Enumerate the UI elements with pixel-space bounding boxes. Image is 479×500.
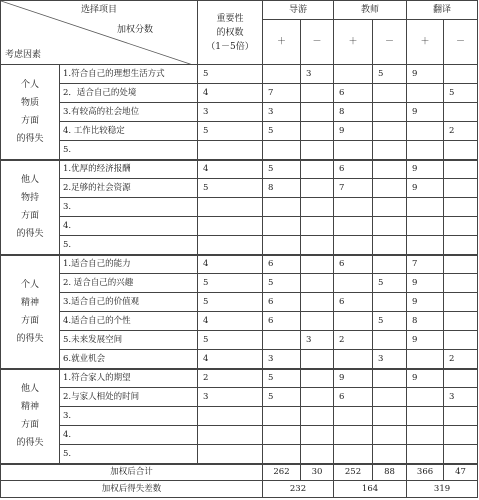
factor-item: 1.适合自己的能力	[60, 255, 198, 274]
translator-minus-cell	[444, 445, 478, 464]
weight-cell: 3	[198, 103, 263, 122]
option-teacher-header: 教师	[334, 1, 407, 20]
teacher-minus-cell	[373, 179, 407, 198]
total-value: 262	[263, 464, 301, 481]
factor-item: 1.符合自己的理想生活方式	[60, 65, 198, 84]
teacher-plus-cell	[334, 274, 373, 293]
table-row	[1, 331, 478, 350]
teacher-plus-cell	[334, 217, 373, 236]
table-row	[1, 274, 478, 293]
difference-value: 232	[263, 481, 334, 498]
guide-minus-cell	[301, 255, 334, 274]
minus-header: －	[373, 20, 407, 65]
group-label: 他人 精神 方面 的得失	[1, 369, 60, 464]
teacher-minus-cell	[373, 122, 407, 141]
teacher-plus-cell	[334, 236, 373, 255]
factor-item: 6.就业机会	[60, 350, 198, 369]
teacher-minus-cell	[373, 293, 407, 312]
guide-minus-cell	[301, 312, 334, 331]
guide-minus-cell	[301, 236, 334, 255]
guide-minus-cell	[301, 293, 334, 312]
factor-item: 2．适合自己的处境	[60, 84, 198, 103]
totals-label: 加权后合计	[1, 464, 263, 481]
translator-plus-cell	[407, 84, 444, 103]
translator-plus-cell: 8	[407, 312, 444, 331]
factors-label: 考虑因素	[5, 50, 42, 60]
factor-item: 3.	[60, 198, 198, 217]
guide-minus-cell	[301, 103, 334, 122]
weight-cell: 5	[198, 293, 263, 312]
teacher-plus-cell	[334, 445, 373, 464]
guide-minus-cell	[301, 122, 334, 141]
table-row	[1, 293, 478, 312]
guide-plus-cell	[263, 331, 301, 350]
weight-cell	[198, 198, 263, 217]
guide-minus-cell	[301, 388, 334, 407]
weight-cell: 5	[198, 331, 263, 350]
guide-plus-cell: 6	[263, 255, 301, 274]
guide-plus-cell	[263, 426, 301, 445]
total-value: 47	[444, 464, 478, 481]
translator-minus-cell	[444, 369, 478, 388]
group-label: 个人 物质 方面 的得失	[1, 65, 60, 160]
factor-item: 5.	[60, 445, 198, 464]
teacher-minus-cell	[373, 84, 407, 103]
factor-item: 3.适合自己的价值观	[60, 293, 198, 312]
weight-cell: 2	[198, 369, 263, 388]
table-row	[1, 84, 478, 103]
translator-minus-cell	[444, 65, 478, 84]
table-row	[1, 198, 478, 217]
guide-minus-cell	[301, 141, 334, 160]
table-row	[1, 369, 478, 388]
guide-plus-cell	[263, 217, 301, 236]
teacher-plus-cell: 6	[334, 293, 373, 312]
guide-plus-cell: 3	[263, 350, 301, 369]
option-guide-header: 导游	[263, 1, 334, 20]
table-row	[1, 122, 478, 141]
translator-plus-cell	[407, 407, 444, 426]
guide-minus-cell	[301, 160, 334, 179]
guide-plus-cell: 6	[263, 312, 301, 331]
difference-value: 164	[334, 481, 407, 498]
weight-cell: 4	[198, 84, 263, 103]
teacher-plus-cell	[334, 426, 373, 445]
teacher-plus-cell: 6	[334, 160, 373, 179]
translator-minus-cell	[444, 141, 478, 160]
factor-item: 3.有较高的社会地位	[60, 103, 198, 122]
total-value: 88	[373, 464, 407, 481]
guide-plus-cell: 5	[263, 160, 301, 179]
factor-item: 2.与家人相处的时间	[60, 388, 198, 407]
table-row	[1, 160, 478, 179]
teacher-minus-cell	[373, 407, 407, 426]
table-row	[1, 255, 478, 274]
weight-cell	[198, 426, 263, 445]
translator-minus-cell: 2	[444, 350, 478, 369]
teacher-minus-cell: 5	[373, 274, 407, 293]
teacher-plus-cell: 9	[334, 369, 373, 388]
guide-plus-cell: 8	[263, 179, 301, 198]
translator-plus-cell	[407, 217, 444, 236]
translator-minus-cell	[444, 236, 478, 255]
factor-item: 5.未来发展空间	[60, 331, 198, 350]
translator-minus-cell	[444, 274, 478, 293]
teacher-plus-cell	[334, 141, 373, 160]
weight-cell: 5	[198, 179, 263, 198]
table-row	[1, 217, 478, 236]
total-value: 30	[301, 464, 334, 481]
teacher-plus-cell: 6	[334, 255, 373, 274]
translator-plus-cell	[407, 426, 444, 445]
translator-plus-cell: 9	[407, 274, 444, 293]
translator-plus-cell: 9	[407, 160, 444, 179]
translator-plus-cell	[407, 141, 444, 160]
minus-header: －	[301, 20, 334, 65]
translator-minus-cell: 2	[444, 122, 478, 141]
guide-plus-cell: 5	[263, 122, 301, 141]
teacher-plus-cell	[334, 65, 373, 84]
teacher-minus-cell	[373, 426, 407, 445]
guide-minus-cell	[301, 369, 334, 388]
weight-cell: 5	[198, 65, 263, 84]
guide-minus-cell: 3	[301, 331, 334, 350]
translator-minus-cell	[444, 293, 478, 312]
difference-label: 加权后得失差数	[1, 481, 263, 498]
translator-minus-cell	[444, 179, 478, 198]
difference-value: 319	[407, 481, 478, 498]
teacher-minus-cell	[373, 255, 407, 274]
table-row	[1, 426, 478, 445]
plus-header: ＋	[407, 20, 444, 65]
weight-cell: 4	[198, 160, 263, 179]
weight-cell	[198, 141, 263, 160]
teacher-plus-cell: 6	[334, 84, 373, 103]
guide-minus-cell	[301, 407, 334, 426]
table-row	[1, 388, 478, 407]
teacher-minus-cell: 5	[373, 65, 407, 84]
weight-cell	[198, 445, 263, 464]
translator-minus-cell	[444, 426, 478, 445]
guide-minus-cell	[301, 179, 334, 198]
translator-plus-cell: 9	[407, 179, 444, 198]
guide-minus-cell	[301, 84, 334, 103]
translator-plus-cell: 9	[407, 65, 444, 84]
guide-plus-cell: 6	[263, 293, 301, 312]
table-row	[1, 141, 478, 160]
translator-minus-cell	[444, 217, 478, 236]
weight-cell: 5	[198, 122, 263, 141]
total-value: 366	[407, 464, 444, 481]
teacher-minus-cell: 5	[373, 312, 407, 331]
translator-minus-cell	[444, 407, 478, 426]
teacher-plus-cell: 8	[334, 103, 373, 122]
translator-plus-cell	[407, 198, 444, 217]
teacher-plus-cell: 9	[334, 122, 373, 141]
factor-item: 4.	[60, 426, 198, 445]
guide-minus-cell	[301, 274, 334, 293]
translator-plus-cell: 9	[407, 293, 444, 312]
guide-plus-cell: 5	[263, 369, 301, 388]
translator-plus-cell	[407, 445, 444, 464]
weight-cell: 3	[198, 388, 263, 407]
weight-cell: 4	[198, 350, 263, 369]
guide-plus-cell	[263, 198, 301, 217]
translator-minus-cell: 3	[444, 388, 478, 407]
weighted-score-label: 加权分数	[116, 25, 153, 35]
teacher-minus-cell	[373, 331, 407, 350]
guide-minus-cell: 3	[301, 65, 334, 84]
factor-item: 4.适合自己的个性	[60, 312, 198, 331]
teacher-minus-cell	[373, 369, 407, 388]
plus-header: ＋	[263, 20, 301, 65]
guide-minus-cell	[301, 426, 334, 445]
teacher-plus-cell: 6	[334, 388, 373, 407]
total-value: 252	[334, 464, 373, 481]
teacher-minus-cell	[373, 103, 407, 122]
teacher-plus-cell	[334, 312, 373, 331]
weight-cell	[198, 236, 263, 255]
factor-item: 5.	[60, 141, 198, 160]
translator-minus-cell	[444, 255, 478, 274]
factor-item: 1.符合家人的期望	[60, 369, 198, 388]
factor-item: 4. 工作比较稳定	[60, 122, 198, 141]
teacher-minus-cell	[373, 198, 407, 217]
plus-header: ＋	[334, 20, 373, 65]
translator-plus-cell: 9	[407, 103, 444, 122]
importance-header: 重要性 的权数 （1－5倍）	[198, 1, 263, 65]
teacher-plus-cell	[334, 198, 373, 217]
option-translator-header: 翻译	[407, 1, 478, 20]
guide-plus-cell	[263, 236, 301, 255]
guide-plus-cell	[263, 445, 301, 464]
factor-item: 4.	[60, 217, 198, 236]
guide-plus-cell: 3	[263, 103, 301, 122]
guide-minus-cell	[301, 217, 334, 236]
translator-minus-cell	[444, 198, 478, 217]
translator-plus-cell	[407, 350, 444, 369]
translator-minus-cell	[444, 331, 478, 350]
translator-minus-cell	[444, 312, 478, 331]
teacher-plus-cell	[334, 407, 373, 426]
teacher-plus-cell: 2	[334, 331, 373, 350]
weight-cell	[198, 217, 263, 236]
group-label: 个人 精神 方面 的得失	[1, 255, 60, 369]
translator-plus-cell: 9	[407, 369, 444, 388]
table-row	[1, 103, 478, 122]
factor-item: 5.	[60, 236, 198, 255]
weight-cell	[198, 407, 263, 426]
teacher-minus-cell	[373, 141, 407, 160]
table-row	[1, 236, 478, 255]
teacher-minus-cell	[373, 160, 407, 179]
translator-plus-cell	[407, 236, 444, 255]
translator-minus-cell	[444, 160, 478, 179]
guide-plus-cell: 5	[263, 388, 301, 407]
translator-plus-cell	[407, 388, 444, 407]
guide-plus-cell	[263, 407, 301, 426]
teacher-minus-cell	[373, 388, 407, 407]
factor-item: 3.	[60, 407, 198, 426]
factor-item: 1.优厚的经济报酬	[60, 160, 198, 179]
translator-plus-cell: 9	[407, 331, 444, 350]
teacher-minus-cell	[373, 217, 407, 236]
group-label: 他人 物持 方面 的得失	[1, 160, 60, 255]
teacher-minus-cell	[373, 236, 407, 255]
factor-item: 2. 适合自己的兴趣	[60, 274, 198, 293]
guide-plus-cell	[263, 65, 301, 84]
table-row	[1, 350, 478, 369]
minus-header: －	[444, 20, 478, 65]
translator-plus-cell: 7	[407, 255, 444, 274]
translator-minus-cell: 5	[444, 84, 478, 103]
guide-minus-cell	[301, 445, 334, 464]
teacher-plus-cell: 7	[334, 179, 373, 198]
table-row	[1, 65, 478, 84]
guide-plus-cell	[263, 141, 301, 160]
teacher-plus-cell	[334, 350, 373, 369]
table-row	[1, 179, 478, 198]
factor-item: 2.足够的社会资源	[60, 179, 198, 198]
translator-minus-cell	[444, 103, 478, 122]
weight-cell: 5	[198, 274, 263, 293]
translator-plus-cell	[407, 122, 444, 141]
table-row	[1, 407, 478, 426]
table-row	[1, 312, 478, 331]
guide-plus-cell: 5	[263, 274, 301, 293]
teacher-minus-cell	[373, 445, 407, 464]
guide-minus-cell	[301, 198, 334, 217]
table-row	[1, 445, 478, 464]
weight-cell: 4	[198, 255, 263, 274]
weight-cell: 4	[198, 312, 263, 331]
teacher-minus-cell: 3	[373, 350, 407, 369]
guide-minus-cell	[301, 350, 334, 369]
select-item-label: 选择项目	[80, 5, 117, 15]
guide-plus-cell: 7	[263, 84, 301, 103]
diagonal-header-cell	[1, 1, 198, 65]
